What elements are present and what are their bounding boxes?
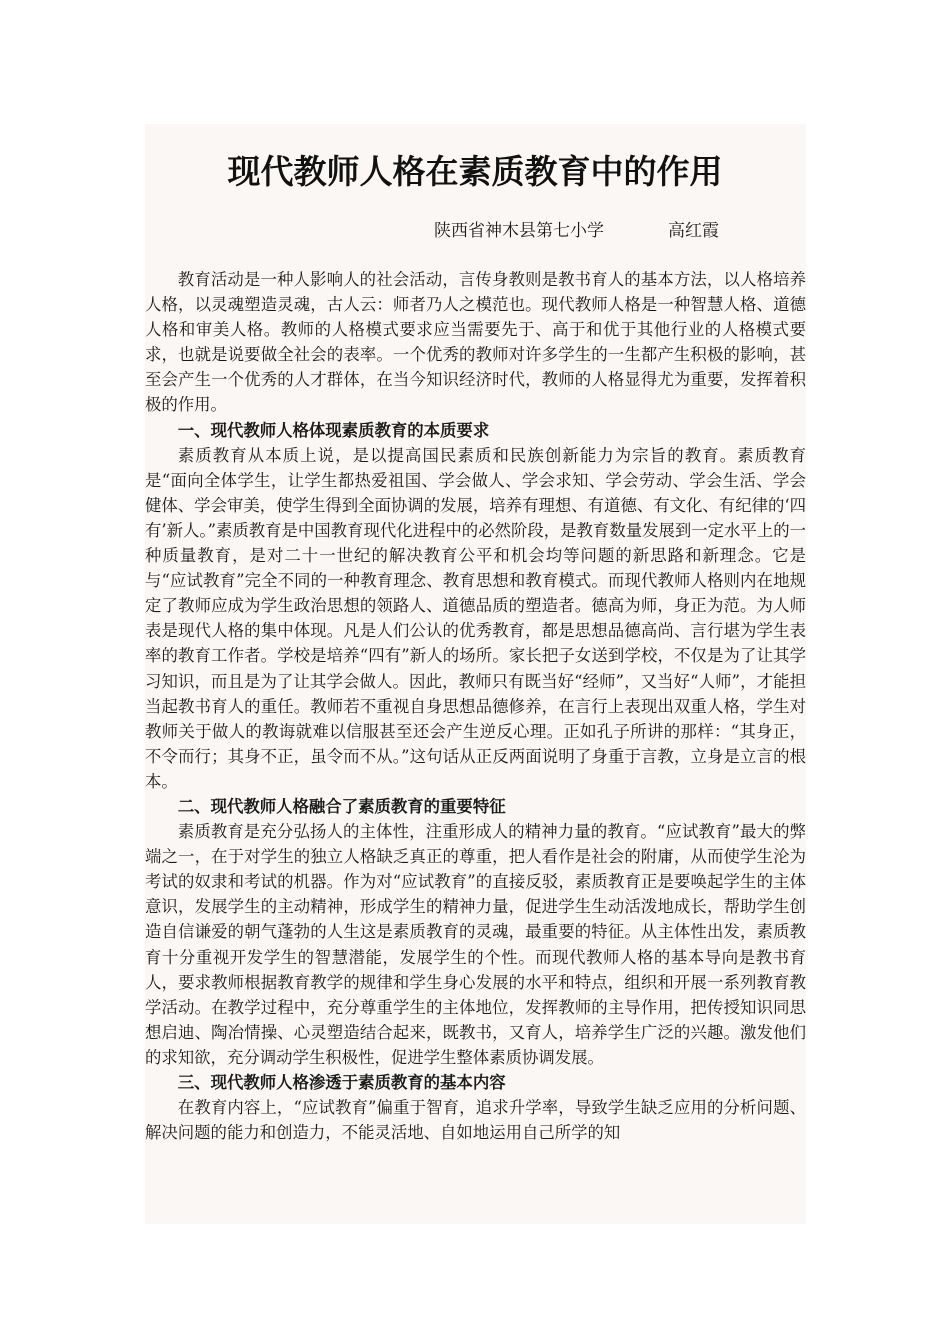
section-heading-2: 二、现代教师人格融合了素质教育的重要特征	[177, 796, 506, 816]
intro-paragraph: 教育活动是一种人影响人的社会活动，言传身教则是教书育人的基本方法，以人格培养人格，以灵魂塑造灵魂，古人云：师者乃人之模范也。现代教师人格是一种智慧人格、道德人格和审美人格。教师的人格模式要求应当需要先于、高于和优于其他行业的人格模式要求，也就是说要做全社会的表率。一个优秀的教师对许多学生的一生都产生积极的影响，甚至会产生一个优秀的人才群体，在当今知识经济时代，教师的人格显得尤为重要，发挥着积极的作用。	[145, 270, 806, 415]
section-1-paragraph: 素质教育从本质上说，是以提高国民素质和民族创新能力为宗旨的教育。素质教育是“面向全体学生，让学生都热爱祖国、学会做人、学会求知、学会劳动、学会生活、学会健体、学会审美，使学生得到全面协调的发展，培养有理想、有道德、有文化、有纪律的‘四有’新人。”素质教育是中国教育现代化进程中的必然阶段，是教育数量发展到一定水平上的一种质量教育，是对二十一世纪的解决教育公平和机会均等问题的新思路和新理念。它是与“应试教育”完全不同的一种教育理念、教育思想和教育模式。而现代教师人格则内在地规定了教师应成为学生政治思想的领路人、道德品质的塑造者。德高为师，身正为范。为人师表是现代人格的集中体现。凡是人们公认的优秀教育，都是思想品德高尚、言行堪为学生表率的教育工作者。学校是培养“四有”新人的场所。家长把子女送到学校，不仅是为了让其学习知识，而且是为了让其学会做人。因此，教师只有既当好“经师”，又当好“人师”，才能担当起教书育人的重任。教师若不重视自身思想品德修养，在言行上表现出双重人格，学生对教师关于做人的教诲就难以信服甚至还会产生逆反心理。正如孔子所讲的那样：“其身正，不令而行；其身不正，虽令而不从。”这句话从正反两面说明了身重于言教，立身是立言的根本。	[145, 445, 807, 791]
author-name: 高红霞	[668, 221, 719, 241]
school-name: 陕西省神木县第七小学	[434, 221, 604, 241]
document-title: 现代教师人格在素质教育中的作用	[227, 152, 723, 192]
section-3-paragraph: 在教育内容上，“应试教育”偏重于智育，追求升学率，导致学生缺乏应用的分析问题、解决问题的能力和创造力，不能灵活地、自如地运用自己所学的知	[145, 1098, 806, 1143]
document-body	[145, 267, 806, 1145]
section-heading-3: 三、现代教师人格渗透于素质教育的基本内容	[177, 1073, 506, 1092]
section-2-paragraph: 素质教育是充分弘扬人的主体性，注重形成人的精神力量的教育。“应试教育”最大的弊端之一，在于对学生的独立人格缺乏真正的尊重，把人看作是社会的附庸，从而使学生沦为考试的奴隶和考试的机器。作为对“应试教育”的直接反驳，素质教育正是要唤起学生的主体意识，发展学生的主动精神，形成学生的精神力量，促进学生生动活泼地成长，帮助学生创造自信谦爱的朝气蓬勃的人生这是素质教育的灵魂，最重要的特征。从主体性出发，素质教育十分重视开发学生的智慧潜能，发展学生的个性。而现代教师人格的基本导向是教书育人，要求教师根据教育教学的规律和学生身心发展的水平和特点，组织和开展一系列教育教学活动。在教学过程中，充分尊重学生的主体地位，发挥教师的主导作用，把传授知识同思想启迪、陶冶情操、心灵塑造结合起来，既教书，又育人，培养学生广泛的兴趣。激发他们的求知欲，充分调动学生积极性，促进学生整体素质协调发展。	[145, 822, 806, 1067]
section-heading-1: 一、现代教师人格体现素质教育的本质要求	[177, 420, 490, 440]
author-line	[434, 219, 719, 243]
